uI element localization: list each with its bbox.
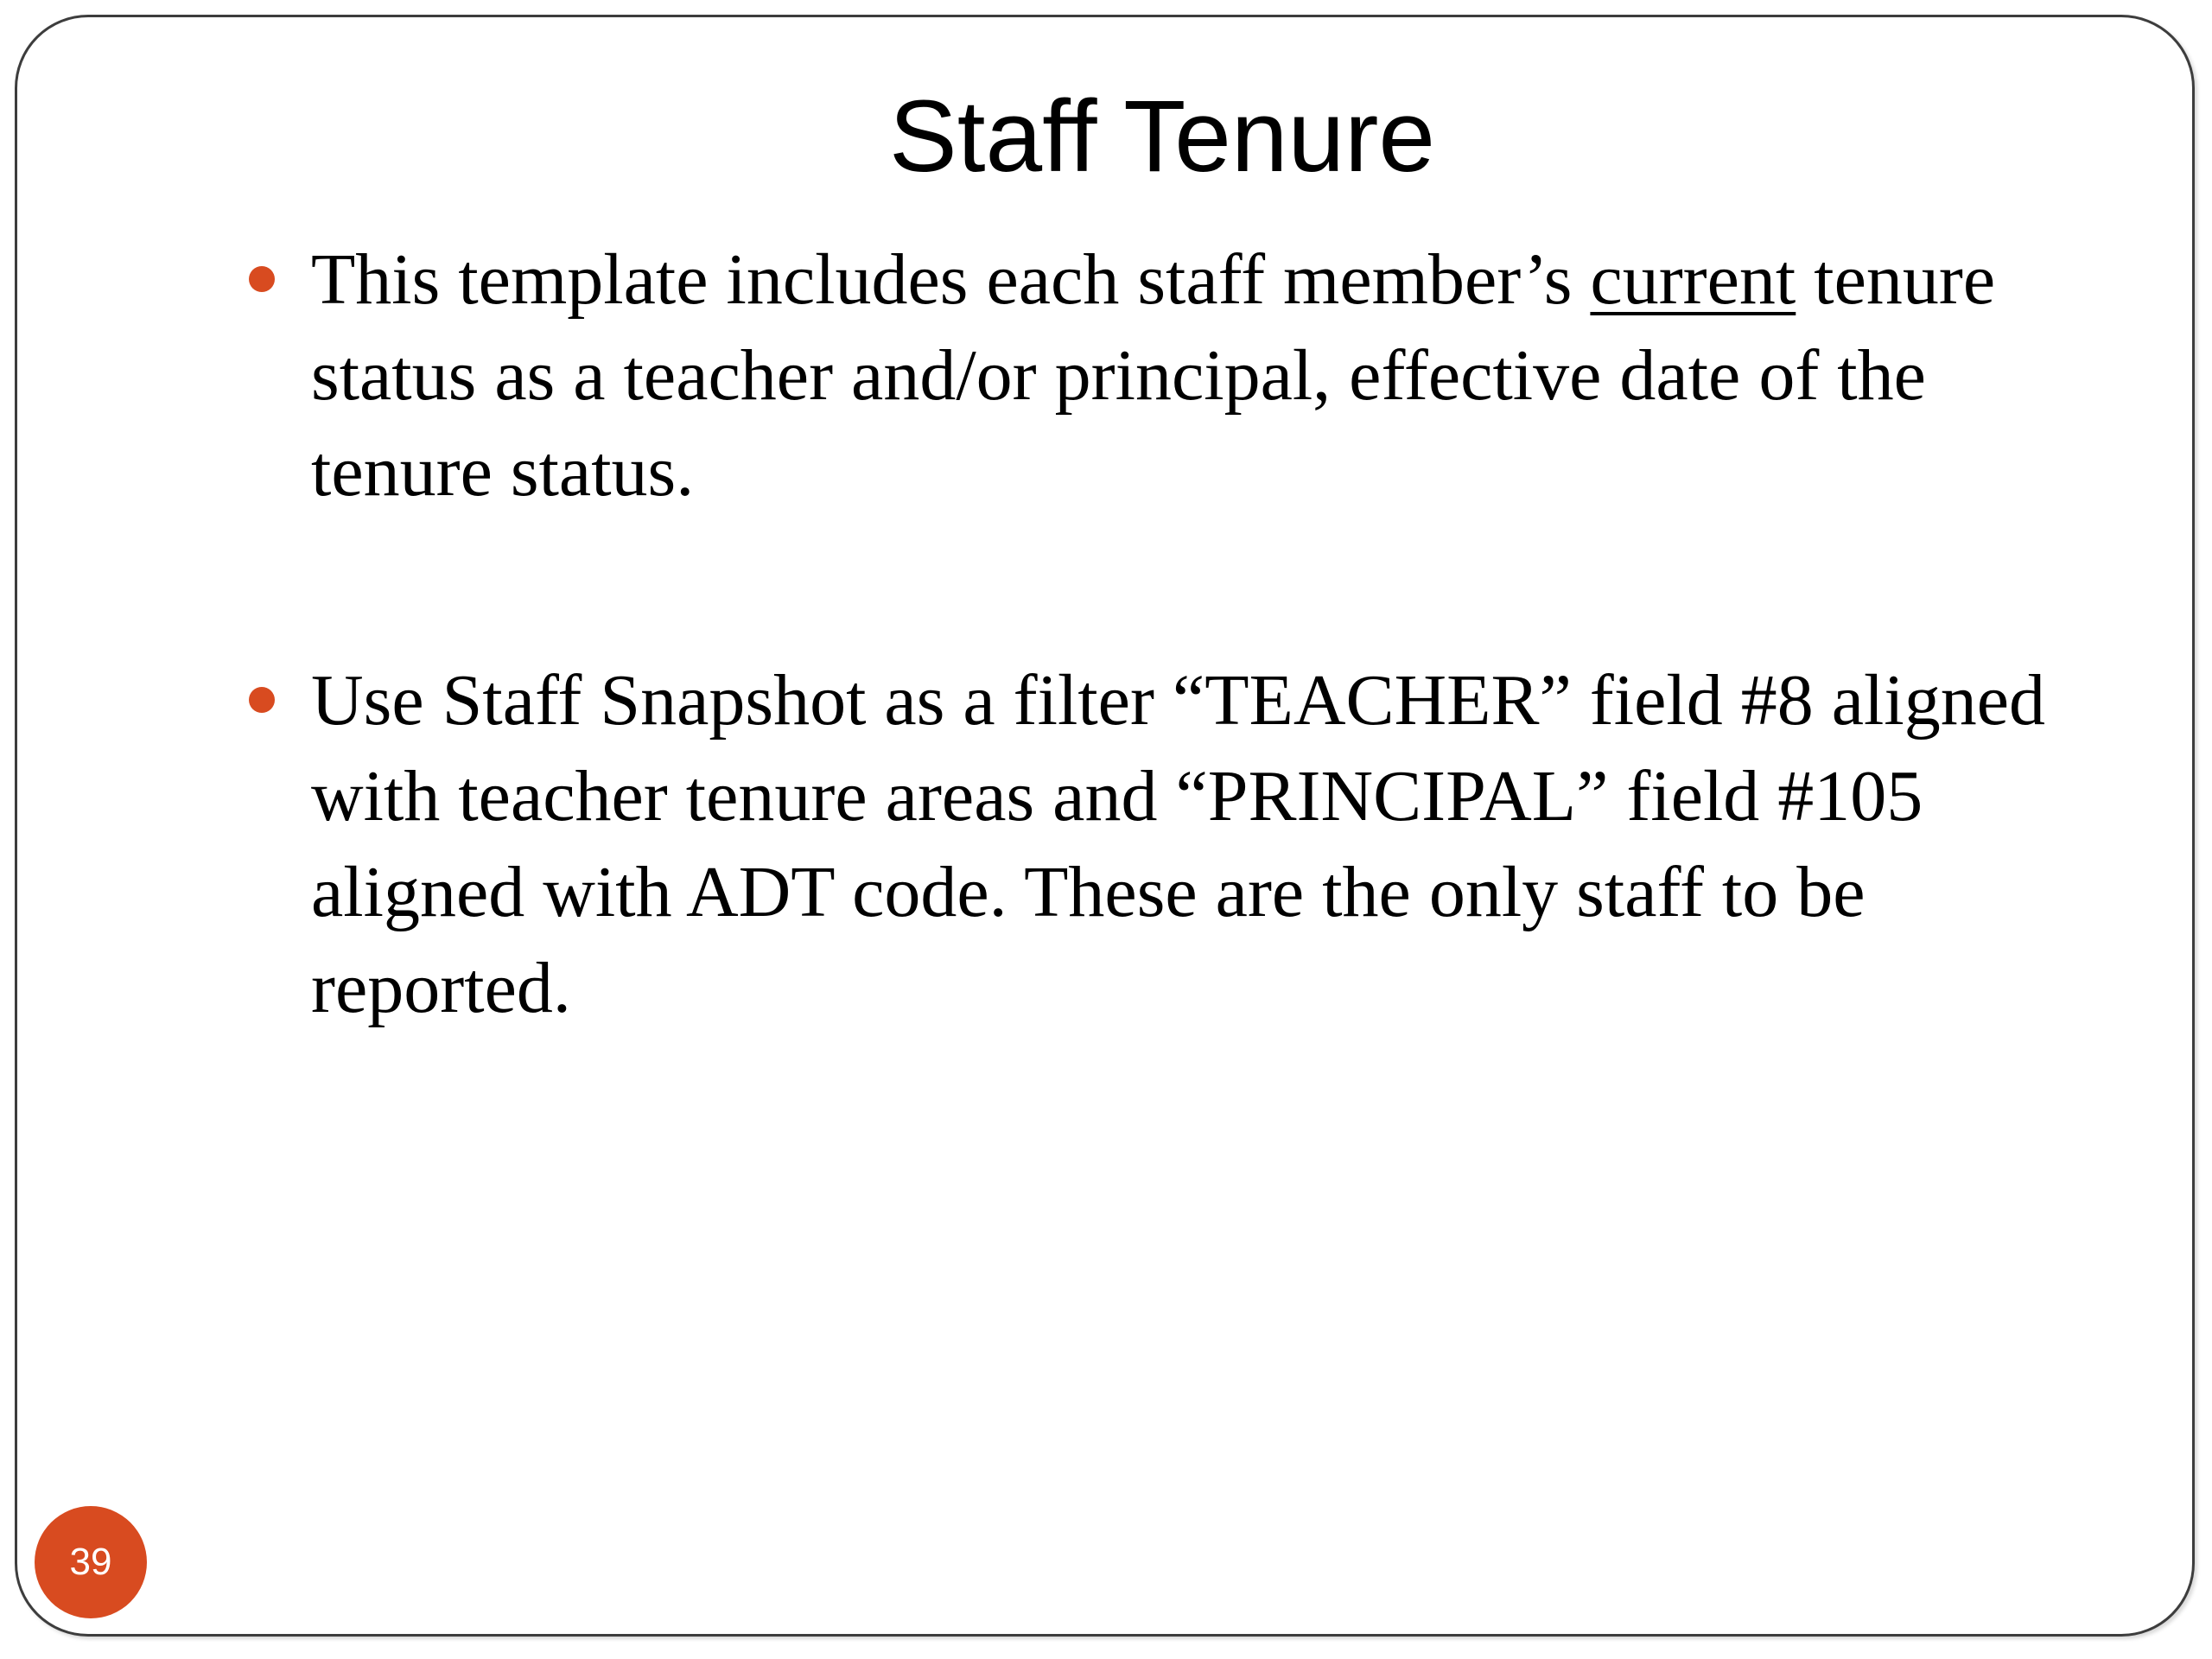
underlined-word: current — [1590, 239, 1796, 320]
bullet-dot-icon — [249, 687, 275, 713]
bullet-dot-icon — [249, 266, 275, 292]
bullet-text-before: This template includes each staff member’s — [311, 239, 1591, 320]
bullet-item-staff-snapshot — [311, 652, 2056, 1036]
slide-number-badge: 39 — [35, 1506, 147, 1618]
slide-title: Staff Tenure — [888, 79, 1435, 194]
bullet-text: Use Staff Snapshot as a filter “TEACHER” field #8 aligned with teacher tenure areas and “PRINCIPAL” field #105 aligned with ADT code. These are the only staff to be reported. — [311, 660, 2045, 1028]
bullet-item-tenure-status — [311, 232, 2056, 519]
bullet-text-after: tenure status as a teacher and/or principal, effective date of the tenure status. — [311, 239, 1996, 512]
